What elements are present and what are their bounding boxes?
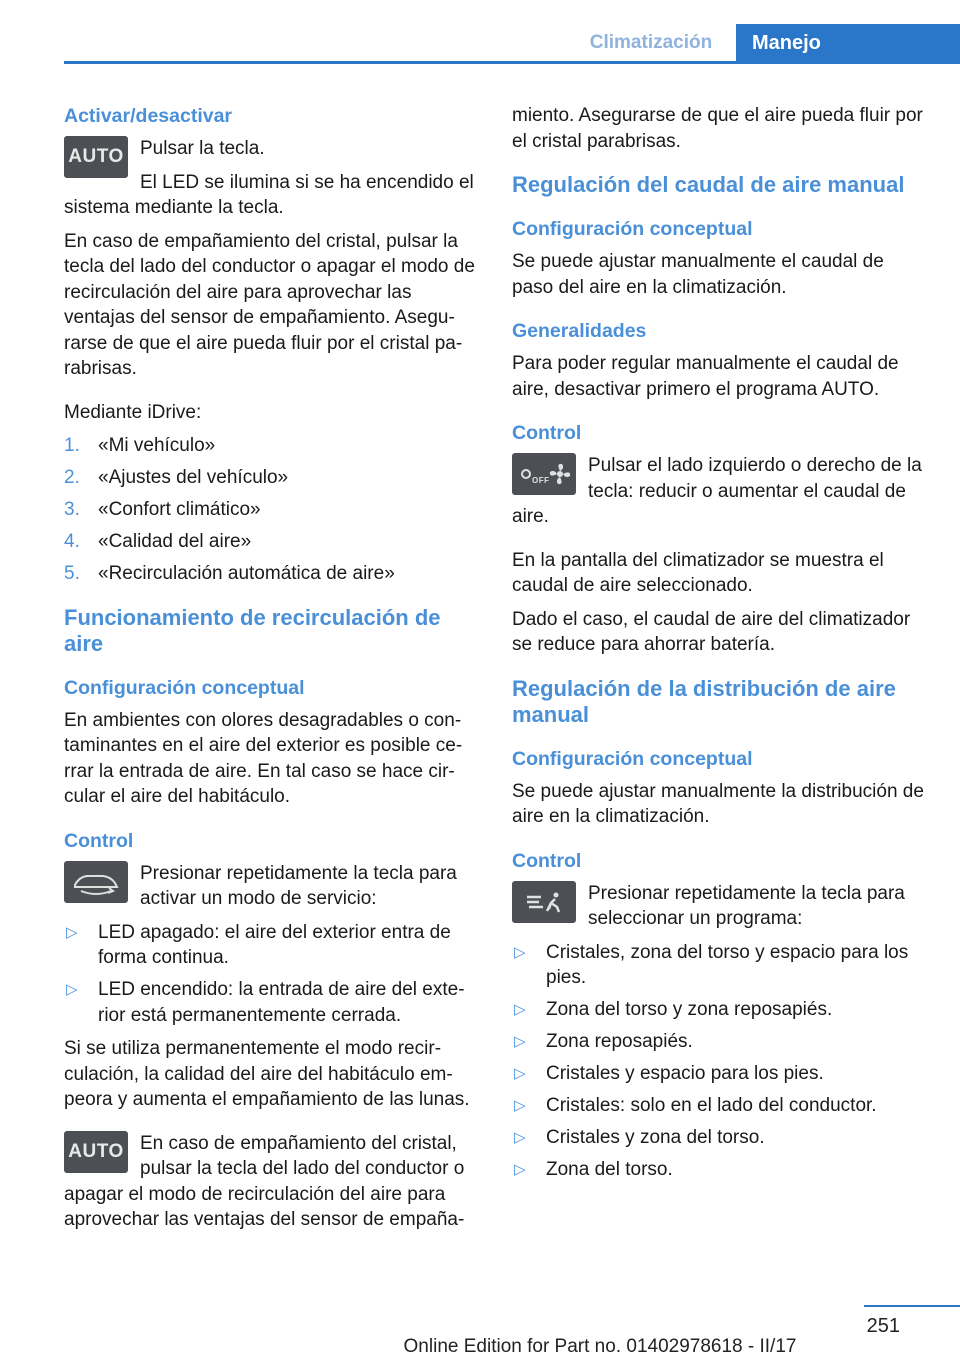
list-item: ▷ Zona reposapiés.: [514, 1031, 693, 1052]
list-item: ▷ Cristales, zona del torso y espacio para los pies.: [514, 941, 909, 988]
programs-list: [512, 940, 927, 1183]
para-pulsar: Pulsar la tecla.: [140, 138, 265, 159]
right-column: [512, 103, 927, 1191]
para-bateria: Dado el caso, el caudal de aire del climatizador se reduce para ahorrar batería.: [512, 608, 911, 655]
list-item: 5. «Recirculación automática de aire»: [64, 563, 395, 584]
heading-activar: Activar/desactivar: [64, 105, 233, 127]
header-chapter-tab[interactable]: Manejo: [736, 24, 960, 62]
heading-control: Control: [64, 829, 134, 852]
list-item: ▷ Cristales: solo en el lado del conductor.: [514, 1095, 877, 1116]
list-item: 3. «Confort climático»: [64, 499, 261, 520]
heading-funcionamiento: Funcionamiento de recirculación de aire: [64, 604, 441, 656]
auto-button-icon: AUTO: [64, 136, 128, 178]
heading-distribucion: Regulación de la distribución de aire manual: [512, 675, 896, 727]
page-header: [0, 24, 960, 62]
para-pantalla: En la pantalla del climatizador se muestra el caudal de aire seleccionado.: [512, 549, 884, 596]
page-number: 251: [866, 1315, 900, 1337]
list-item: ▷ LED apagado: el aire del exterior entra de forma continua.: [66, 921, 451, 968]
led-states-list: [64, 920, 484, 1029]
svg-text:OFF: OFF: [532, 476, 550, 485]
list-item: ▷ Cristales y espacio para los pies.: [514, 1063, 824, 1084]
heading-configuracion: Configuración conceptual: [64, 676, 305, 699]
para-led: El LED se ilumina si se ha encendido el sistema mediante la tecla.: [64, 171, 474, 218]
air-distribution-icon: [512, 881, 576, 923]
para-recirculacion: Si se utiliza permanentemente el modo recirculación, la calidad del aire del habitáculo empeora y aumenta el empañamiento de las lunas.: [64, 1038, 470, 1110]
para-empanamiento: En caso de empañamiento del cristal, pulsar la tecla del lado del conductor o apagar el modo de recirculación del aire para aprovechar las ventajas del sensor de empañamiento. Asegurarse de que el aire pueda fluir por el cristal parabrisas.: [64, 230, 475, 379]
para-regular: Para poder regular manualmente el caudal de aire, desactivar primero el programa AUTO.: [512, 353, 899, 400]
para-pulsar-lado: Pulsar el lado izquierdo o derecho de la tecla: reducir o aumentar el caudal de aire.: [512, 455, 922, 527]
para-presionar: Presionar repetidamente la tecla para activar un modo de servicio:: [140, 862, 457, 909]
list-item: ▷ Cristales y zona del torso.: [514, 1127, 765, 1148]
list-item: ▷ Zona del torso y zona reposapiés.: [514, 999, 833, 1020]
list-item: 1. «Mi vehículo»: [64, 435, 216, 456]
para-ambientes: En ambientes con olores desagradables o contaminantes en el aire del exterior es posible cerrar la entrada de aire. En tal caso se hace circular el aire del habitáculo.: [64, 709, 463, 807]
list-item: 4. «Calidad del aire»: [64, 531, 252, 552]
para-empanamiento-2: En caso de empañamiento del cristal, pulsar la tecla del lado del conductor o apagar el modo de recirculación del aire para aprovechar las ventajas del sensor de empaña-: [64, 1132, 465, 1230]
heading-generalidades: Generalidades: [512, 320, 647, 342]
para-ajustar-caudal: Se puede ajustar manualmente el caudal de paso del aire en la climatización.: [512, 251, 884, 298]
fan-speed-icon: [512, 453, 576, 495]
heading-control-3: Control: [512, 849, 582, 872]
list-item: 2. «Ajustes del vehículo»: [64, 467, 289, 488]
header-section-link[interactable]: Climatización: [589, 32, 713, 53]
heading-control-2: Control: [512, 422, 582, 444]
idrive-steps: [64, 433, 484, 587]
header-rule: [64, 61, 960, 64]
para-idrive: Mediante iDrive:: [64, 401, 202, 423]
recirculation-car-icon: [64, 861, 128, 903]
edition-line: Online Edition for Part no. 01402978618 - II/17: [403, 1336, 797, 1357]
list-item: ▷ LED encendido: la entrada de aire del exterior está permanentemente cerrada.: [66, 979, 465, 1026]
para-distribucion: Se puede ajustar manualmente la distribución de aire en la climatización.: [512, 780, 924, 827]
auto-button-icon-2: AUTO: [64, 1131, 128, 1173]
heading-configuracion-3: Configuración conceptual: [512, 747, 753, 770]
heading-caudal: Regulación del caudal de aire manual: [512, 172, 905, 197]
footer-rule: [864, 1305, 960, 1307]
heading-configuracion-2: Configuración conceptual: [512, 218, 753, 240]
para-programa: Presionar repetidamente la tecla para seleccionar un programa:: [588, 882, 905, 929]
list-item: ▷ Zona del torso.: [514, 1159, 673, 1180]
left-column: [64, 103, 484, 1241]
para-miento: miento. Asegurarse de que el aire pueda fluir por el cristal parabrisas.: [512, 105, 923, 152]
